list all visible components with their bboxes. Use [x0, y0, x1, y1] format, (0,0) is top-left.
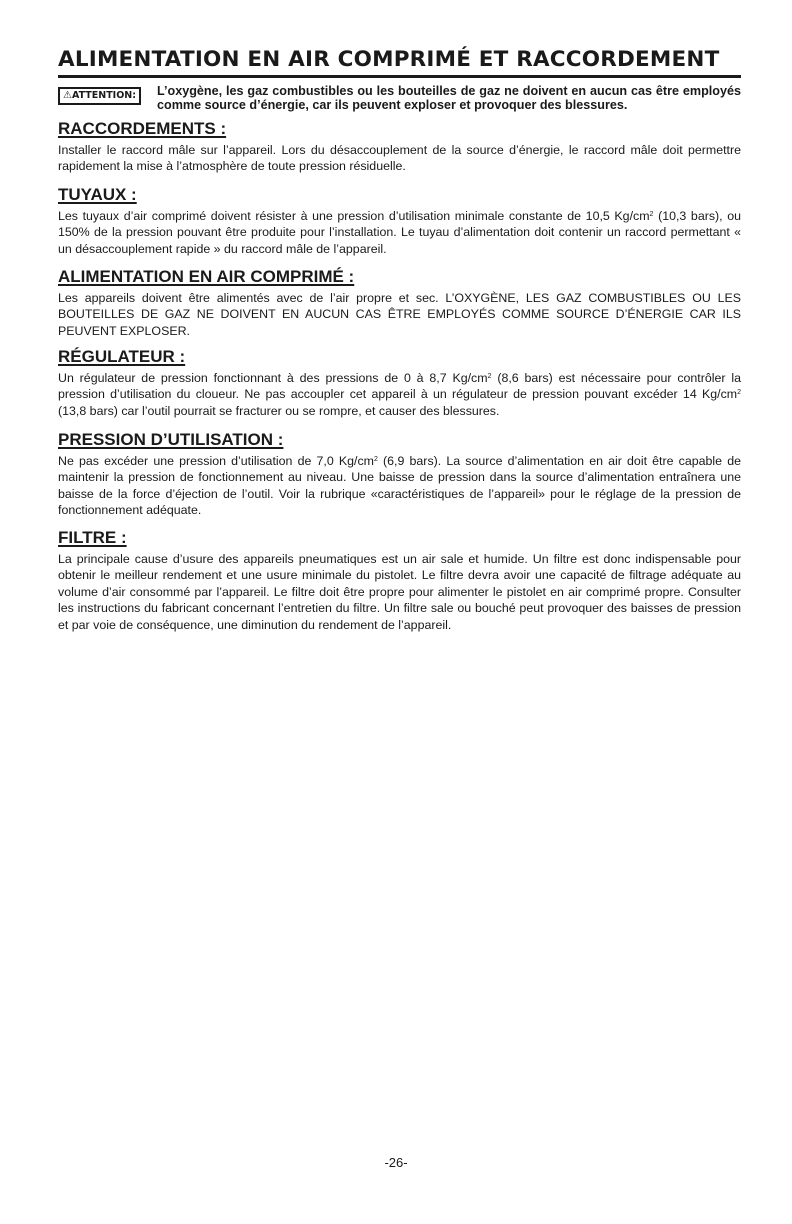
section-pression — [58, 430, 741, 519]
section-body: Ne pas excéder une pression d’utilisation de 7,0 $Kg/cm^2$ (6,9 bars). La source d’alimentation en air doit être capable de maintenir la pression de fonctionnement au niveau. Une baisse de pression dans la source d’alimentation entraînera une baisse de la force d’éjection de l’outil. Voir la rubrique «caractéristiques de l’appareil» pour le réglage de la pression de fonctionnement adéquate. — [58, 454, 741, 518]
attention-text: L’oxygène, les gaz combustibles ou les bouteilles de gaz ne doivent en aucun cas être employés comme source d’énergie, car ils peuvent exploser et provoquer des blessures. — [157, 84, 741, 112]
section-heading: ALIMENTATION EN AIR COMPRIMÉ : — [58, 267, 355, 286]
title-rule — [58, 75, 741, 78]
attention-label: ATTENTION: — [71, 90, 137, 101]
section-body: Les appareils doivent être alimentés avec de l’air propre et sec. L’OXYGÈNE, LES GAZ COMBUSTIBLES OU LES BOUTEILLES DE GAZ NE DOIVENT EN AUCUN CAS ÊTRE EMPLOYÉS COMME SOURCE D’ÉNERGIE CAR ILS PEUVENT EXPLOSER. — [58, 291, 741, 338]
section-body: Les tuyaux d’air comprimé doivent résister à une pression d’utilisation minimale constante de 10,5 $Kg/cm^2$ (10,3 bars), ou 150% de la pression pouvant être produite pour l’installation. Le tuyau d’alimentation doit contenir un raccord permettant « un désaccouplement rapide » du raccord mâle de l’appareil. — [58, 209, 742, 256]
section-raccordements — [58, 119, 741, 175]
section-alimentation — [58, 267, 741, 339]
attention-badge — [58, 87, 141, 105]
page-number: -26- — [384, 1155, 408, 1170]
section-regulateur — [58, 347, 741, 419]
section-filtre — [58, 528, 741, 633]
section-body: Installer le raccord mâle sur l’appareil. Lors du désaccouplement de la source d’énergie, le raccord mâle doit permettre rapidement la mise à l’atmosphère de toute pression résiduelle. — [58, 143, 741, 174]
section-body: La principale cause d’usure des appareils pneumatiques est un air sale et humide. Un filtre est donc indispensable pour obtenir le meilleur rendement et une usure minimale du pistolet. Le filtre devra avoir une capacité de filtrage adéquate au volume d’air consommé par l’appareil. Le filtre doit être propre pour alimenter le pistolet en air comprimé propre. Consulter les instructions du fabricant concernant l’entretien du filtre. Un filtre sale ou bouché peut provoquer des baisses de pression et par voie de conséquence, une diminution du rendement de l’appareil. — [58, 552, 741, 632]
section-heading: FILTRE : — [58, 528, 127, 547]
page-title: ALIMENTATION EN AIR COMPRIMÉ ET RACCORDEMENT — [58, 47, 720, 72]
section-tuyaux — [58, 185, 741, 257]
section-heading: TUYAUX : — [58, 185, 137, 204]
warning-triangle-icon: ⚠ — [63, 90, 72, 101]
section-heading: PRESSION D’UTILISATION : — [58, 430, 284, 449]
section-heading: RACCORDEMENTS : — [58, 119, 227, 138]
section-body: Un régulateur de pression fonctionnant à des pressions de 0 à 8,7 $Kg/cm^2$ (8,6 bars) est nécessaire pour contrôler la pression d’utilisation du cloueur. Ne pas accoupler cet appareil à un régulateur de pression pouvant excéder 14 $Kg/cm^2$ (13,8 bars) car l’outil pourrait se fracturer ou se rompre, et causer des blessures. — [58, 371, 742, 418]
section-heading: RÉGULATEUR : — [58, 347, 186, 366]
